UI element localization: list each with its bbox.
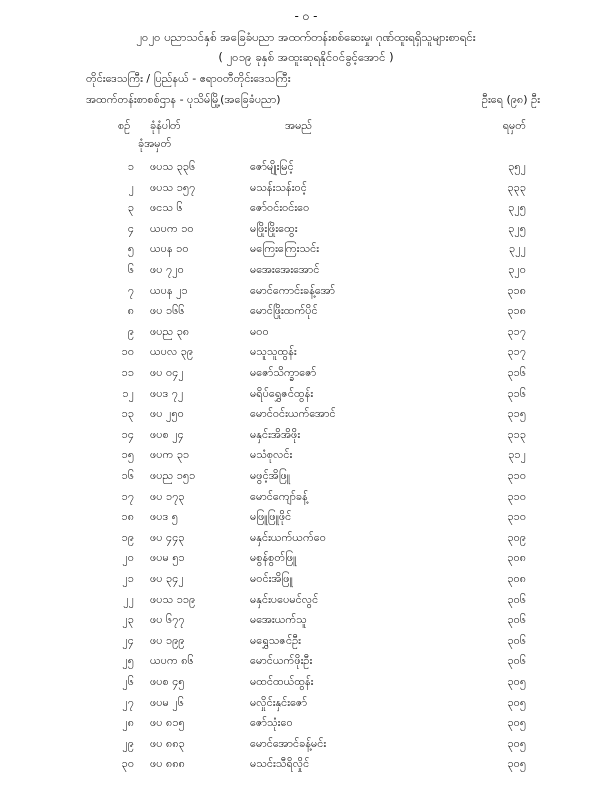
student-name: ဇော်ဝင်းဝင်းဝေ <box>250 201 310 215</box>
student-name: မဖွင့်အိဖြူ <box>250 469 291 482</box>
total-mark: ၃၁၃ <box>507 427 526 441</box>
total-mark: ၃၀၅ <box>507 736 526 750</box>
roll-number: ဖပ ၈၁၅ <box>150 716 185 730</box>
total-mark: ၃၂၀ <box>508 263 526 276</box>
student-name: မနှင်းယက်ယက်ဝေ <box>250 530 326 544</box>
total-mark: ၃၁၀ <box>507 510 526 524</box>
roll-number: ဖပသ ၁၅၇ <box>150 180 196 194</box>
roll-number: ဖပသ ၁၁၉ <box>150 592 196 606</box>
total-mark: ၃၂၅ <box>508 221 526 235</box>
school-line: အထက်တန်းစာစစ်ဌာန - ပုသိမ်မြို့(အခြေခံပညာ) <box>86 93 281 106</box>
roll-number: ဖပဒ ၇၂ <box>150 386 184 400</box>
row-number: ၂ <box>128 180 134 194</box>
row-number: ၂၀ <box>122 551 134 565</box>
table-row <box>0 448 612 466</box>
total-mark: ၃၀၈ <box>507 551 526 565</box>
roll-number: ဖပ ၈၈၈ <box>150 757 185 771</box>
row-number: ၃၀ <box>121 757 134 771</box>
student-name: မောင်ဖြိုးထက်ပိုင် <box>250 304 318 318</box>
total-mark: ၃၁၈ <box>507 283 526 297</box>
total-mark: ၃၁၀ <box>507 469 526 482</box>
roll-number: ဖပစ ၂၄ <box>150 427 184 441</box>
total-mark: ၃၃၃ <box>507 180 526 194</box>
total-mark: ၃၀၅ <box>507 757 526 771</box>
table-row <box>0 222 612 240</box>
total-mark: ၃၀၈ <box>507 572 526 585</box>
table-row <box>0 242 612 260</box>
row-number: ၁၀ <box>121 345 134 359</box>
row-number: ၂၁ <box>122 572 134 585</box>
total-mark: ၃၀၆ <box>507 613 526 627</box>
table-row <box>0 675 612 693</box>
row-number: ၉ <box>127 324 134 338</box>
row-number: ၇ <box>127 283 134 297</box>
total-mark: ၃၁၆ <box>507 386 526 400</box>
roll-number: ယပန ၂၁ <box>150 283 188 297</box>
total-mark: ၃၀၆ <box>507 633 526 647</box>
row-number: ၅ <box>127 242 134 256</box>
table-row <box>0 325 612 343</box>
table-row <box>0 634 612 652</box>
total-mark: ၃၅၂ <box>508 160 526 173</box>
row-number: ၁ <box>127 160 134 173</box>
row-number: ၁၅ <box>121 448 134 462</box>
roll-number: ယပက ၁၀ <box>150 221 194 235</box>
student-name: မောင်ဝင်းယက်အောင် <box>250 407 336 421</box>
header-mark: ရမှတ် <box>502 119 526 132</box>
student-name: မောင်အောင်ခန့်မင်း <box>250 736 327 750</box>
row-number: ၆ <box>127 263 134 276</box>
student-name: မကြေးကြေးသင်း <box>250 242 319 256</box>
student-name: မသန်းသန်းဝင့် <box>250 180 307 194</box>
header-name: အမည် <box>285 119 313 132</box>
page-number: - ၀ - <box>294 9 318 23</box>
table-row <box>0 696 612 714</box>
total-mark: ၃၀၆ <box>507 654 526 668</box>
student-name: မောင်ကျော်ခန့် <box>250 489 308 503</box>
table-row <box>0 366 612 384</box>
row-number: ၈ <box>127 304 134 318</box>
table-row <box>0 407 612 425</box>
roll-number: ဖပ ၁၆၆ <box>150 304 185 318</box>
table-row <box>0 304 612 322</box>
table-row <box>0 201 612 219</box>
student-name: မသူသူထွန်း <box>250 345 297 359</box>
roll-number: ဖပ ၈၈၃ <box>150 736 185 750</box>
total-mark: ၃၂၅ <box>508 201 526 215</box>
row-number: ၂၉ <box>122 736 134 750</box>
table-row <box>0 469 612 487</box>
total-mark: ၃၀၉ <box>507 530 526 544</box>
student-name: မဇော်သိက္ခာဇော် <box>250 366 317 379</box>
region-line: တိုင်းဒေသကြီး / ပြည်နယ် - ဧရာဝတီတိုင်းဒေသကြီး <box>86 72 291 85</box>
table-row <box>0 510 612 528</box>
roll-number: ဖပ ၆၇၇ <box>150 613 185 627</box>
row-number: ၁၇ <box>121 489 134 503</box>
total-mark: ၃၁၀ <box>507 489 526 503</box>
student-name: မအေးအေးအောင် <box>250 263 320 276</box>
row-number: ၄ <box>127 221 134 235</box>
table-row <box>0 654 612 672</box>
header-roll-sub: ခုံအမှတ် <box>138 137 172 150</box>
student-name: မသံစုလင်း <box>250 448 293 462</box>
student-name: ဇော်သုံးဝေ <box>250 716 293 730</box>
student-name: မောင်ယက်ဖိုးဦး <box>250 654 313 668</box>
student-name: မောင်ကောင်းခန့်အော် <box>250 283 336 297</box>
row-number: ၂၈ <box>122 716 134 730</box>
student-name: မဝင်းအိဖြူ <box>250 572 293 585</box>
row-number: ၃ <box>127 201 134 215</box>
total-mark: ၃၁၇ <box>507 345 526 359</box>
roll-number: ဖပက ၃၁ <box>150 448 190 462</box>
roll-number: ဖပမ ၅၁ <box>150 551 185 565</box>
row-number: ၁၁ <box>121 366 134 379</box>
roll-number: ဖပ ၁၇၃ <box>150 489 185 503</box>
total-mark: ၃၁၅ <box>507 407 526 421</box>
total-mark: ၃၀၆ <box>507 592 526 606</box>
total-mark: ၃၁၈ <box>507 304 526 318</box>
table-row <box>0 387 612 405</box>
row-number: ၁၈ <box>121 510 134 524</box>
row-number: ၁၂ <box>122 386 134 400</box>
student-name: မဖြိုးဖြိုးထွေး <box>250 221 298 235</box>
roll-number: ဖပ ၄၄၃ <box>150 530 185 544</box>
student-name: မဖြူဖြူဖိုင် <box>250 510 292 524</box>
student-name: မဝဝ <box>250 324 269 338</box>
student-name: မသင်းသီရိလှိုင် <box>250 757 310 771</box>
roll-number: ဖပသ ၃၃၆ <box>150 160 196 173</box>
table-row <box>0 428 612 446</box>
row-number: ၂၄ <box>122 633 134 647</box>
student-name: မရိပ်ရွှေဇင်ထွန်း <box>250 386 314 400</box>
table-row <box>0 263 612 281</box>
total-mark: ၃၁၇ <box>507 324 526 338</box>
table-row <box>0 531 612 549</box>
student-name: မလှိုင်းနှင်းဇော် <box>250 695 308 709</box>
row-number: ၁၃ <box>121 407 134 421</box>
row-number: ၂၇ <box>122 695 134 709</box>
student-name: မအေးယက်သူ <box>250 613 307 627</box>
row-number: ၁၉ <box>121 530 134 544</box>
table-row <box>0 757 612 775</box>
table-row <box>0 613 612 631</box>
total-mark: ၃၀၅ <box>507 716 526 730</box>
table-row <box>0 572 612 590</box>
table-row <box>0 737 612 755</box>
header-roll: ခုံနံပါတ် <box>150 119 181 132</box>
student-name: ဇော်မျိုးမြင့် <box>250 160 294 173</box>
roll-number: ဖပဒ ၅ <box>150 510 178 524</box>
student-name: မရွှေသဇင်ဦး <box>250 633 301 647</box>
roll-number: ဖငသ ၆ <box>150 201 183 215</box>
student-name: မနှင်းပပေမင်လွင် <box>250 592 319 606</box>
roll-number: ဖပ ၀၄၂ <box>150 366 184 379</box>
table-row <box>0 490 612 508</box>
header-no: စဉ် <box>118 119 131 132</box>
total-mark: ၃၂၂ <box>509 242 526 256</box>
document-title: ၂၀၂၀ ပညာသင်နှစ် အခြေခံပညာ အထက်တန်းစစ်ဆေးမှု၊ ဂုဏ်ထူးရရှိသူများစာရင်း <box>136 30 476 44</box>
total-mark: ၃၁၂ <box>508 448 526 462</box>
roll-number: ဖပ ၃၄၂ <box>150 572 184 585</box>
roll-number: ဖပ ၇၂၀ <box>150 263 184 276</box>
roll-number: ဖပ ၁၉၉ <box>150 633 185 647</box>
total-mark: ၃၀၅ <box>507 695 526 709</box>
total-mark: ၃၁၆ <box>507 366 526 379</box>
roll-number: ဖပည ၃၈ <box>150 324 190 338</box>
table-row <box>0 716 612 734</box>
row-number: ၂၅ <box>122 654 134 668</box>
table-row <box>0 345 612 363</box>
roll-number: ဖပ ၂၅၀ <box>150 407 184 421</box>
row-number: ၂၆ <box>122 675 134 688</box>
row-number: ၁၄ <box>121 427 134 441</box>
student-name: မထင်ထယ်ထွန်း <box>250 675 314 688</box>
table-row <box>0 593 612 611</box>
candidate-count: ဦးရေ (၉၈) ဦး <box>481 93 540 106</box>
roll-number: ဖပစ ၄၅ <box>150 675 185 688</box>
table-row <box>0 551 612 569</box>
table-row <box>0 284 612 302</box>
roll-number: ယပန ၁၀ <box>150 242 189 256</box>
student-name: မစွန်စွတ်ဖြူ <box>250 551 297 565</box>
roll-number: ယပလ ၃၉ <box>150 345 194 359</box>
row-number: ၂၃ <box>122 613 134 627</box>
roll-number: ဖပည ၁၅၁ <box>150 469 196 482</box>
table-row <box>0 181 612 199</box>
total-mark: ၃၀၅ <box>507 675 526 688</box>
row-number: ၁၆ <box>121 469 134 482</box>
table-row <box>0 160 612 178</box>
document-subtitle: ( ၂၀၁၉ ခုနှစ် အထူးဆုရနိုင်ဝင်ခွင့်အောင် ) <box>218 50 394 64</box>
roll-number: ဖပမ ၂၆ <box>150 695 184 709</box>
student-name: မနှင်းအိအိဖိုး <box>250 427 301 441</box>
roll-number: ယပက ၈၆ <box>150 654 194 668</box>
row-number: ၂၂ <box>123 592 134 606</box>
